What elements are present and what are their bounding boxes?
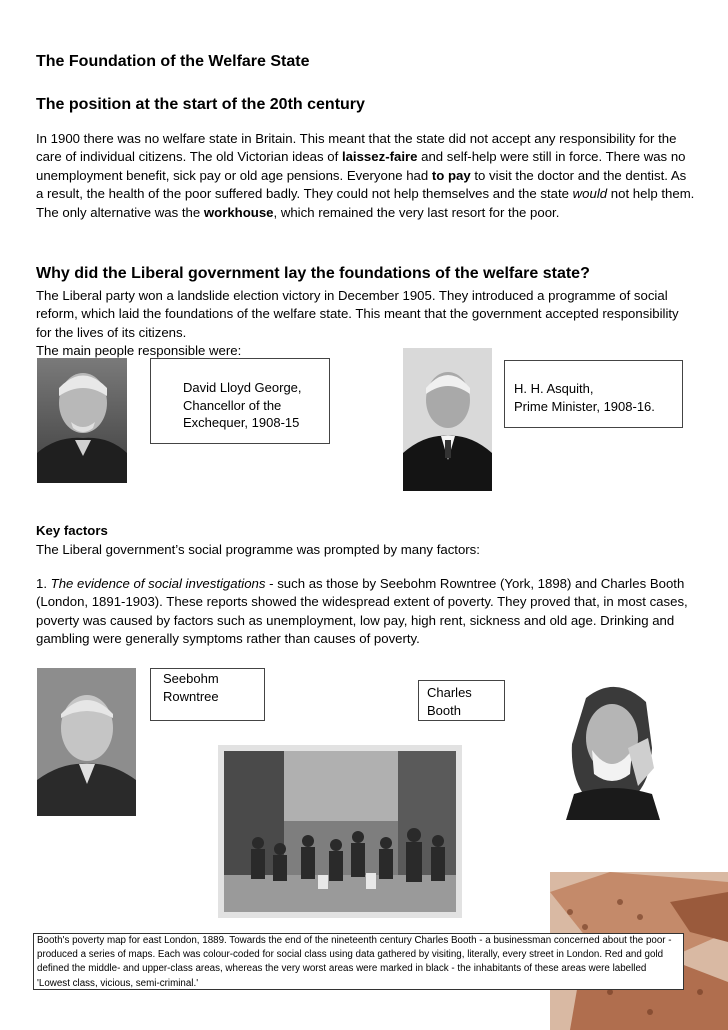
rowntree-portrait (37, 668, 136, 816)
paragraph-position: In 1900 there was no welfare state in Britain. This meant that the state did not accept any responsibility for the care of individual citizens. The old Victorian ideas of laissez-faire and self-help were still in force. There was no unemployment benefit, sick pay or old age pensions. Everyone had to pay to visit the doctor and the dentist. As a result, the health of the poor suffered badly. They could not help themselves and the state would not help them. The only alternative was the workhouse, which remained the very last resort for the poor. (36, 131, 695, 220)
lloyd-george-portrait (37, 358, 127, 483)
asquith-label: H. H. Asquith, Prime Minister, 1908-16. (504, 360, 683, 428)
section-heading-start: The position at the start of the 20th century (36, 96, 365, 113)
key-factors-intro: The Liberal government’s social programme was prompted by many factors: (36, 542, 480, 557)
booth-label: Charles Booth (418, 680, 505, 721)
booth-map-caption: Booth's poverty map for east London, 1889. Towards the end of the nineteenth century Charles Booth - a businessman concerned about the poor - produced a series of maps. Each was colour-coded for social class using data gathered by visiting, literally, every street in London. Red and gold defined the middle- and upper-class areas, whereas the very worst areas were marked in black - the inhabitants of these areas were labelled 'Lowest class, vicious, semi-criminal.' (33, 933, 684, 990)
asquith-portrait (403, 348, 492, 491)
section-heading-why: Why did the Liberal government lay the foundations of the welfare state? (36, 265, 590, 282)
key-factors-heading: Key factors (36, 523, 108, 538)
lloyd-george-label: David Lloyd George, Chancellor of the Exchequer, 1908-15 (150, 358, 330, 444)
page-title: The Foundation of the Welfare State (36, 53, 310, 70)
poor-street-photograph (218, 745, 462, 918)
paragraph-liberal: The Liberal party won a landslide election victory in December 1905. They introduced a programme of social reform, which laid the foundations of the welfare state. This meant that the government accepted responsibility for the lives of its citizens. The main people responsible were: (36, 288, 679, 359)
factor-1-paragraph: 1. The evidence of social investigations - such as those by Seebohm Rowntree (York, 1898) and Charles Booth (London, 1891-1903). These reports showed the widespread extent of poverty. They proved that, in most cases, poverty was caused by factors such as unemployment, low pay, high rent, sickness and old age. Drinking and gambling were generally symptoms rather than causes of poverty. (36, 576, 688, 647)
rowntree-label: Seebohm Rowntree (150, 668, 265, 721)
booth-portrait (556, 678, 667, 820)
